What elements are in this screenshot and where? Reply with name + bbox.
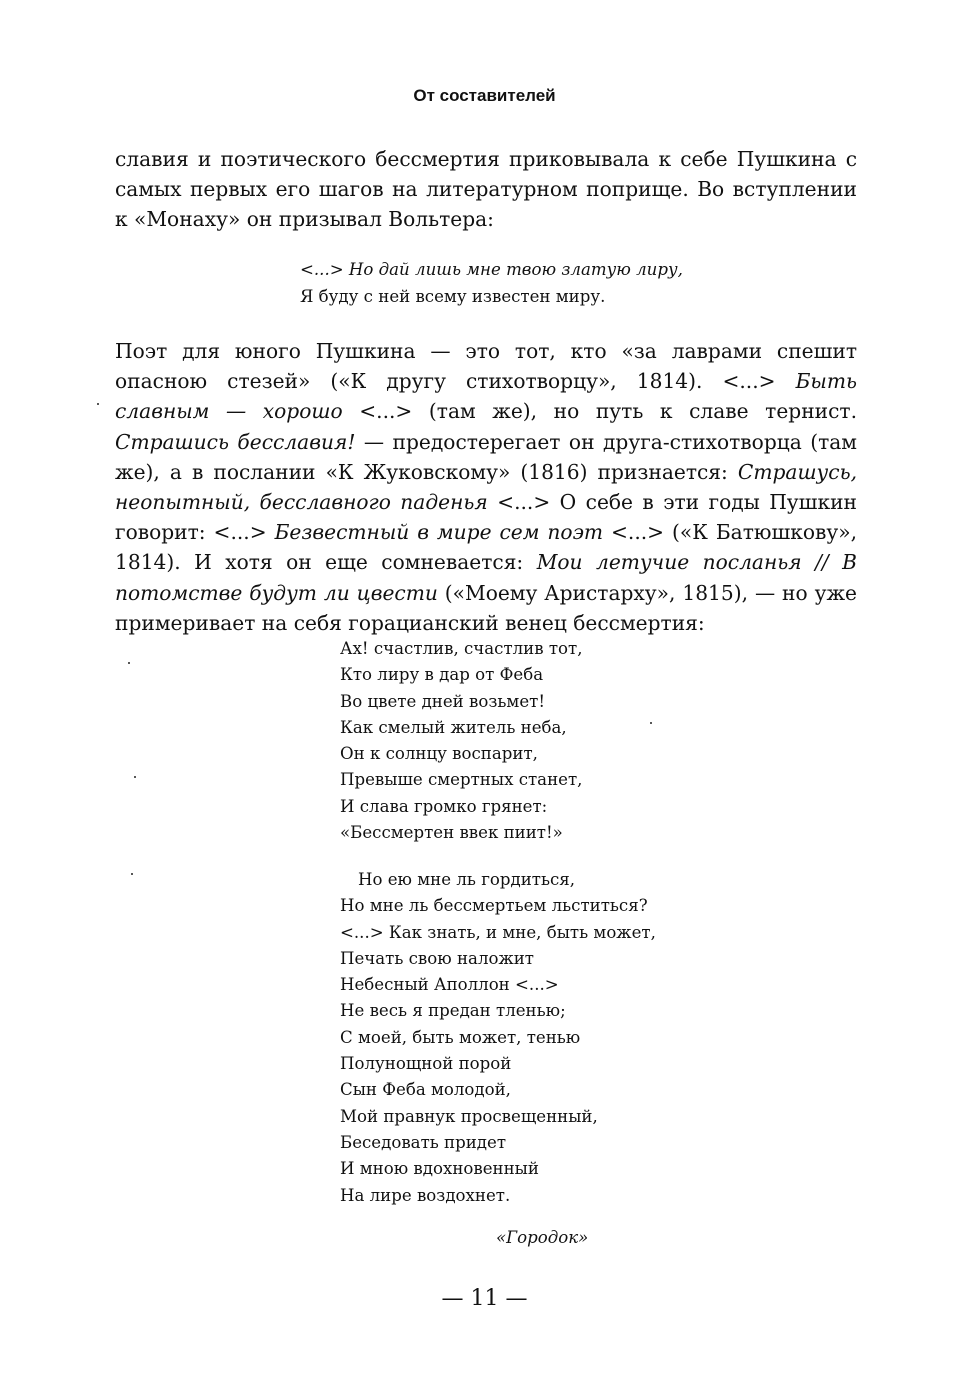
text-run: <...> О себе в эти годы Пушкин говорит: <...>	[115, 490, 857, 545]
verse-line: Печать свою наложит	[340, 948, 534, 968]
quote-line-2: Я буду с ней всему известен миру.	[300, 287, 606, 306]
scan-speck	[650, 722, 652, 724]
verse-line: <...> Как знать, и мне, быть может,	[340, 922, 656, 942]
main-paragraph-text	[115, 336, 857, 638]
quote-line-1: <...> Но дай лишь мне твою златую лиру,	[300, 260, 683, 279]
quote-line	[300, 256, 683, 283]
verse-line: И слава громко грянет:	[340, 796, 548, 816]
verse-line: Но ею мне ль гордиться,	[358, 870, 576, 889]
scan-speck	[131, 873, 133, 875]
verse-line: Превыше смертных станет,	[340, 770, 583, 790]
verse-line: На лире воздохнет.	[340, 1185, 511, 1205]
main-paragraph	[115, 336, 857, 638]
italic-quote: Безвестный в мире сем поэт	[274, 520, 604, 545]
verse-line: Ах! счастлив, счастлив тот,	[340, 639, 583, 658]
scan-speck	[128, 662, 130, 664]
italic-quote: Страшись бесславия!	[115, 429, 356, 454]
verse-line: Он к солнцу воспарит,	[340, 744, 538, 764]
intro-paragraph	[115, 144, 857, 235]
verse-line: Но мне ль бессмертьем льститься?	[340, 896, 648, 916]
text-run: («Моему Аристарху», 1815), — но уже примеривает на себя горацианский венец бессмертия:	[115, 580, 857, 635]
verse-line: Небесный Аполлон <...>	[340, 975, 559, 995]
italic-quote: Мои летучие посланья // В потомстве будут ли цвести	[115, 550, 857, 605]
text-run: <...> («К Батюшкову», 1814). И хотя он еще сомневается:	[115, 520, 857, 575]
verse-line: И мною вдохновенный	[340, 1159, 539, 1179]
verse-stanza-2	[340, 867, 656, 1209]
verse-line: Полунощной порой	[340, 1054, 512, 1074]
poem-source: «Городок»	[496, 1228, 589, 1247]
italic-quote: Быть славным — хорошо	[115, 369, 857, 424]
verse-line: Мой правнук просвещенный,	[340, 1106, 598, 1126]
verse-stanza-1	[340, 636, 582, 846]
scan-speck	[97, 403, 99, 405]
verse-line: Не весь я предан тленью;	[340, 1001, 566, 1021]
verse-line: Сын Феба молодой,	[340, 1080, 511, 1100]
verse-line: Кто лиру в дар от Феба	[340, 665, 544, 685]
verse-line: Во цвете дней возьмет!	[340, 691, 545, 711]
text-run: — предостерегает он друга-стихотворца (там же), а в послании «К Жуковскому» (1816) признается:	[115, 429, 857, 484]
text-run: Поэт для юного Пушкина — это тот, кто «за лаврами спешит опасною стезей» («К другу стихотворцу», 1814). <...>	[115, 339, 857, 394]
intro-text: славия и поэтического бессмертия приковывала к себе Пушкина с самых первых его шагов на литературном поприще. Во вступлении к «Монаху» он призывал Вольтера:	[115, 147, 857, 232]
verse-line: Беседовать придет	[340, 1132, 507, 1152]
text-run: <...> (там же), но путь к славе тернист.	[342, 399, 858, 424]
quote-line	[300, 283, 683, 310]
verse-line: Как смелый житель неба,	[340, 717, 567, 737]
voltaire-quote	[300, 256, 683, 310]
verse-line: «Бессмертен ввек пиит!»	[340, 823, 563, 843]
scan-speck	[134, 776, 136, 778]
verse-line: С моей, быть может, тенью	[340, 1027, 581, 1047]
running-header: От составителей	[413, 86, 556, 105]
italic-quote: Страшусь, неопытный, бесславного паденья	[115, 459, 857, 515]
page-number: — 11 —	[441, 1286, 528, 1311]
